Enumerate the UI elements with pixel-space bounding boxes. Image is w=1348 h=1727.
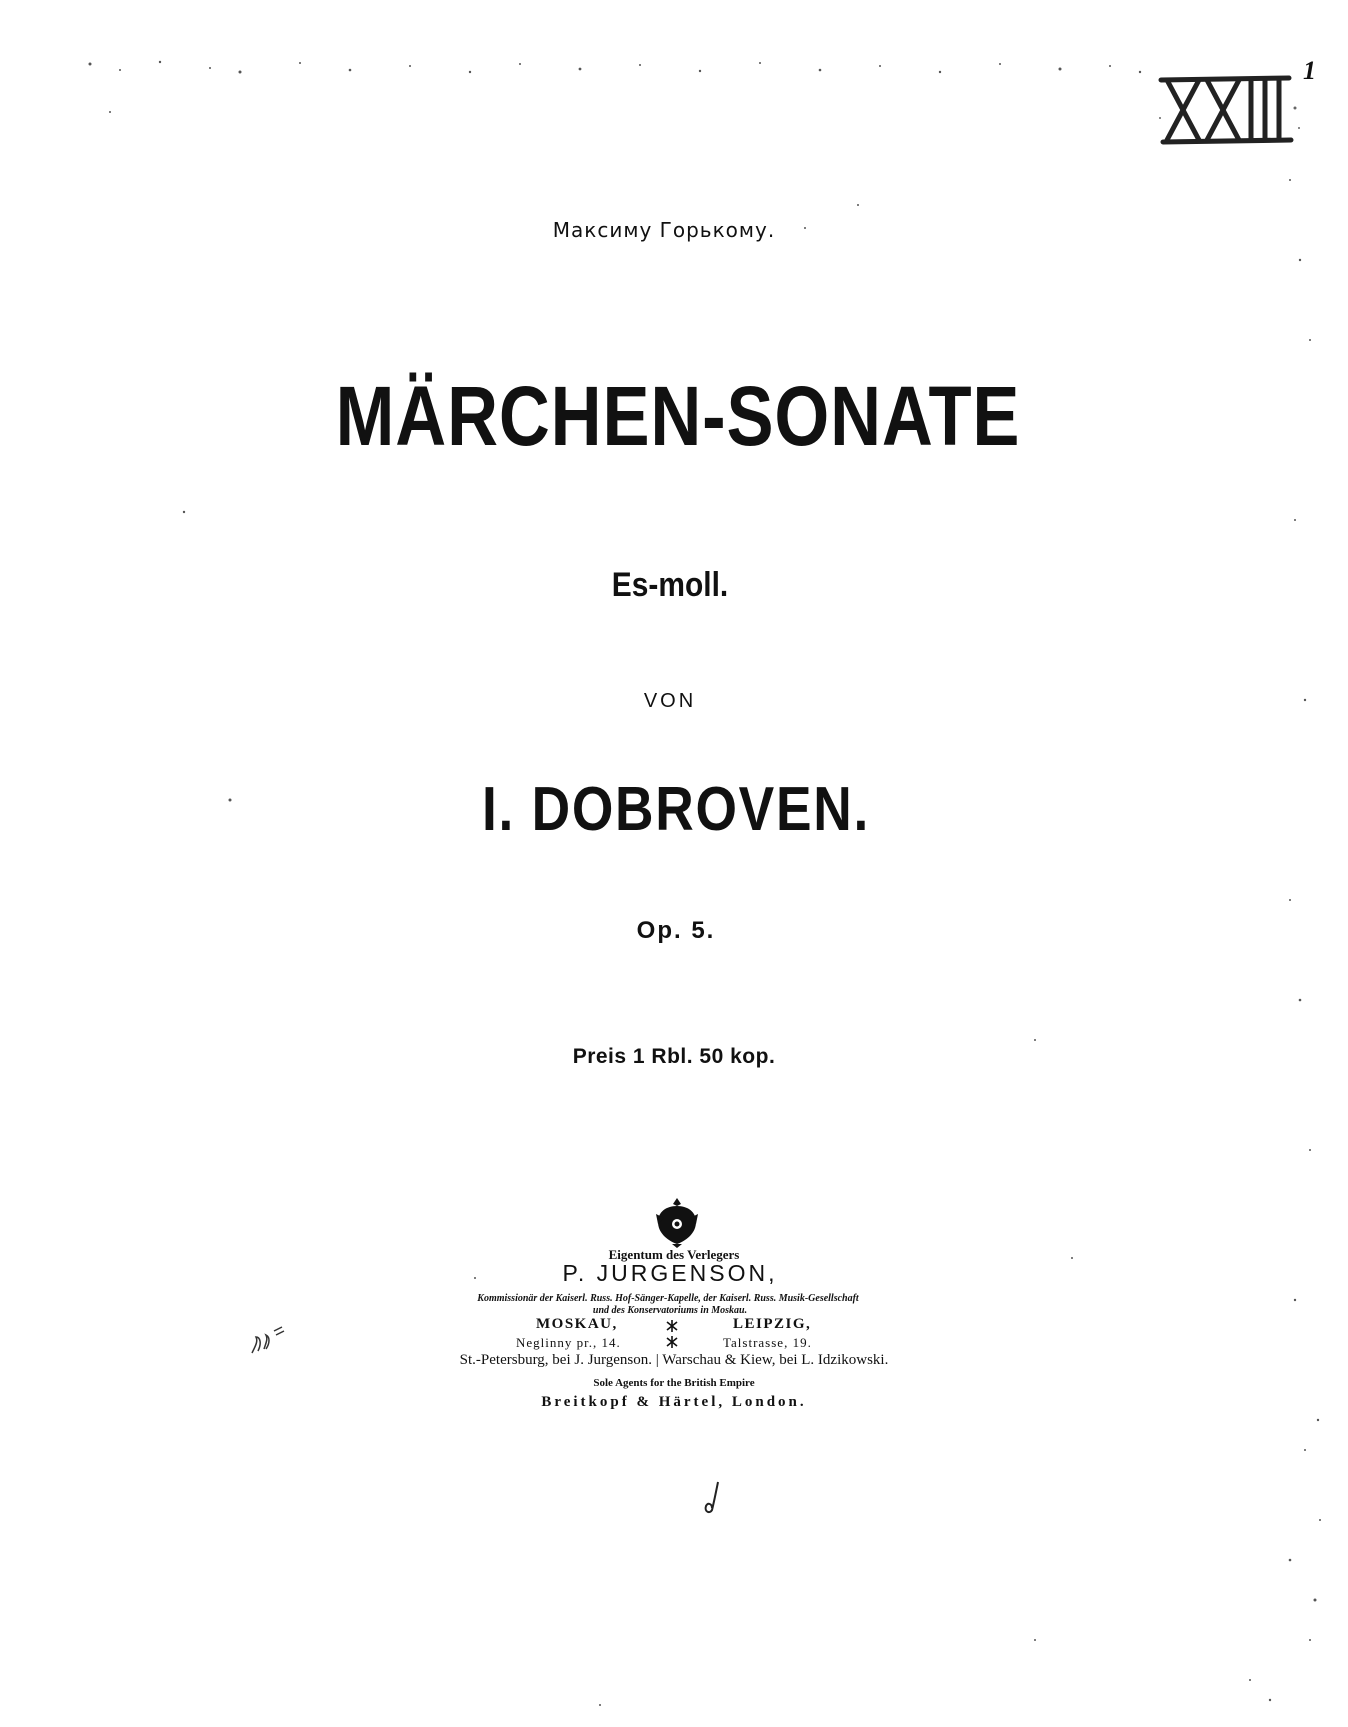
property-label: Eigentum des Verlegers	[608, 1247, 740, 1262]
double-eagle-emblem-icon	[654, 1196, 700, 1248]
city-moscow: MOSKAU,	[536, 1316, 618, 1332]
publisher-name: P. JURGENSON,	[562, 1260, 778, 1286]
city-leipzig: LEIPZIG,	[733, 1316, 812, 1332]
key-signature: Es-moll.	[611, 566, 729, 604]
work-title: MÄRCHEN-SONATE	[335, 369, 1021, 463]
british-agents: Breitkopf & Härtel, London.	[541, 1394, 807, 1410]
dedication: Максиму Горькому.	[552, 218, 776, 242]
address-leipzig: Talstrasse, 19.	[723, 1335, 812, 1350]
commission-line-1: Kommissionär der Kaiserl. Russ. Hof-Sänger-Kapelle, der Kaiserl. Russ. Musik-Gesellschaft	[477, 1293, 859, 1304]
branch-offices: St.-Petersburg, bei J. Jurgenson. | Warschau & Kiew, bei L. Idzikowski.	[459, 1352, 889, 1368]
opus-number: Op. 5.	[636, 917, 716, 944]
separator-ornament-icon	[664, 1318, 680, 1350]
page-number: 1	[1303, 56, 1316, 85]
price: Preis 1 Rbl. 50 kop.	[572, 1045, 776, 1068]
by-label: VON	[643, 690, 697, 712]
commission-line-2: und des Konservatoriums in Moskau.	[592, 1305, 748, 1316]
pencil-mark	[700, 1480, 726, 1516]
agents-label: Sole Agents for the British Empire	[593, 1377, 755, 1389]
composer-name: I. DOBROVEN.	[481, 775, 870, 844]
address-moscow: Neglinny pr., 14.	[516, 1335, 621, 1350]
library-stamp	[1155, 68, 1305, 153]
pencil-mark	[248, 1323, 288, 1359]
